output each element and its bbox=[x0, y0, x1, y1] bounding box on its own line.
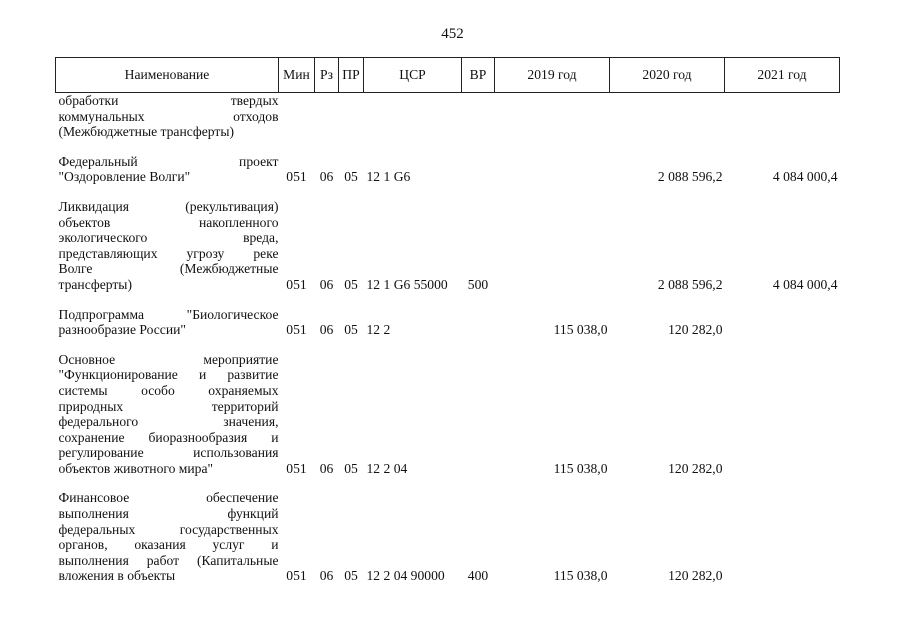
cell-rz: 06 bbox=[319, 568, 334, 584]
name-line: федерального значения, bbox=[58, 414, 279, 430]
cell-2019: 115 038,0 bbox=[553, 460, 608, 476]
name-line: представляющих угрозу реке bbox=[58, 245, 279, 261]
cell-csr bbox=[364, 93, 462, 140]
row-spacer-cell bbox=[56, 140, 840, 154]
name-line: федеральных государственных bbox=[58, 521, 279, 537]
header-2020: 2020 год bbox=[610, 58, 725, 93]
cell-min bbox=[279, 93, 315, 140]
cell-pr: 05 bbox=[344, 322, 358, 338]
header-vr: ВР bbox=[462, 58, 495, 93]
name-line: сохранение биоразнообразия и bbox=[58, 429, 279, 445]
table-row bbox=[56, 307, 840, 338]
table-header-row bbox=[56, 58, 840, 93]
table-row bbox=[56, 490, 840, 584]
cell-csr: 12 2 bbox=[366, 322, 391, 338]
header-2021: 2021 год bbox=[725, 58, 840, 93]
name-line: экологического вреда, bbox=[58, 230, 279, 246]
cell-rz: 06 bbox=[319, 322, 334, 338]
cell-min: 051 bbox=[286, 322, 307, 338]
row-spacer-cell bbox=[56, 338, 840, 352]
cell-2021: 4 084 000,4 bbox=[772, 276, 838, 292]
table-row bbox=[56, 154, 840, 185]
cell-pr bbox=[339, 93, 364, 140]
row-spacer bbox=[56, 476, 840, 490]
cell-2019 bbox=[495, 154, 610, 185]
header-csr: ЦСР bbox=[364, 58, 462, 93]
cell-rz: 06 bbox=[319, 169, 334, 185]
cell-min: 051 bbox=[286, 568, 307, 584]
cell-2020: 120 282,0 bbox=[668, 568, 723, 584]
cell-name bbox=[56, 307, 279, 338]
name-line: Ликвидация (рекультивация) bbox=[58, 198, 279, 214]
name-line: разнообразие России" bbox=[58, 322, 186, 338]
name-line: органов, оказания услуг и bbox=[58, 537, 279, 553]
row-spacer-cell bbox=[56, 293, 840, 307]
cell-vr bbox=[462, 307, 495, 338]
cell-csr: 12 2 04 bbox=[366, 460, 408, 476]
table-row bbox=[56, 93, 840, 140]
cell-rz: 06 bbox=[319, 276, 334, 292]
name-line: Волге (Межбюджетные bbox=[58, 261, 279, 277]
name-line: трансферты) bbox=[58, 276, 132, 292]
cell-vr bbox=[462, 154, 495, 185]
table-row bbox=[56, 352, 840, 477]
cell-2020: 120 282,0 bbox=[668, 460, 723, 476]
cell-2020: 120 282,0 bbox=[668, 322, 723, 338]
cell-pr: 05 bbox=[344, 276, 358, 292]
name-line: Основное мероприятие bbox=[58, 351, 279, 367]
header-min: Мин bbox=[279, 58, 315, 93]
cell-name bbox=[56, 154, 279, 185]
cell-name bbox=[56, 352, 279, 477]
header-name: Наименование bbox=[56, 58, 279, 93]
name-line: Федеральный проект bbox=[58, 153, 279, 169]
cell-vr bbox=[462, 352, 495, 477]
name-line: регулирование использования bbox=[58, 445, 279, 461]
cell-pr: 05 bbox=[344, 169, 358, 185]
cell-2021: 4 084 000,4 bbox=[772, 169, 838, 185]
cell-rz: 06 bbox=[319, 460, 334, 476]
budget-table bbox=[55, 57, 840, 584]
cell-2019 bbox=[495, 93, 610, 140]
row-spacer bbox=[56, 140, 840, 154]
cell-2019: 115 038,0 bbox=[553, 322, 608, 338]
page-number: 452 bbox=[441, 26, 464, 42]
cell-csr: 12 2 04 90000 bbox=[366, 568, 445, 584]
cell-min: 051 bbox=[286, 169, 307, 185]
cell-vr: 500 bbox=[467, 276, 489, 292]
row-spacer-cell bbox=[56, 476, 840, 490]
name-line: коммунальных отходов bbox=[58, 108, 279, 124]
name-line: природных территорий bbox=[58, 398, 279, 414]
name-line: Подпрограмма "Биологическое bbox=[58, 306, 279, 322]
table-body bbox=[56, 93, 840, 585]
cell-2019 bbox=[495, 199, 610, 293]
name-line: объектов накопленного bbox=[58, 214, 279, 230]
name-line: выполнения работ (Капитальные bbox=[58, 552, 279, 568]
name-line: системы особо охраняемых bbox=[58, 382, 279, 398]
cell-min: 051 bbox=[286, 460, 307, 476]
cell-name bbox=[56, 93, 279, 140]
row-spacer bbox=[56, 338, 840, 352]
cell-vr bbox=[462, 93, 495, 140]
cell-csr: 12 1 G6 bbox=[366, 169, 411, 185]
row-spacer-cell bbox=[56, 185, 840, 199]
cell-2021 bbox=[725, 490, 840, 584]
row-spacer bbox=[56, 293, 840, 307]
name-line: вложения в объекты bbox=[58, 568, 176, 584]
cell-vr: 400 bbox=[467, 568, 489, 584]
cell-2020 bbox=[610, 93, 725, 140]
cell-csr: 12 1 G6 55000 bbox=[366, 276, 448, 292]
row-spacer bbox=[56, 185, 840, 199]
cell-2020: 2 088 596,2 bbox=[657, 169, 723, 185]
header-rz: Рз bbox=[315, 58, 339, 93]
cell-name bbox=[56, 490, 279, 584]
header-2019: 2019 год bbox=[495, 58, 610, 93]
cell-pr: 05 bbox=[344, 460, 358, 476]
cell-rz bbox=[315, 93, 339, 140]
name-line: (Межбюджетные трансферты) bbox=[58, 124, 234, 140]
name-line: "Оздоровление Волги" bbox=[58, 169, 191, 185]
name-line: выполнения функций bbox=[58, 506, 279, 522]
cell-2019: 115 038,0 bbox=[553, 568, 608, 584]
name-line: "Функционирование и развитие bbox=[58, 367, 279, 383]
name-line: обработки твердых bbox=[58, 93, 279, 108]
name-line: объектов животного мира" bbox=[58, 460, 214, 476]
header-pr: ПР bbox=[339, 58, 364, 93]
table-row bbox=[56, 199, 840, 293]
cell-2021 bbox=[725, 307, 840, 338]
cell-pr: 05 bbox=[344, 568, 358, 584]
cell-name bbox=[56, 199, 279, 293]
cell-min: 051 bbox=[286, 276, 307, 292]
cell-2020: 2 088 596,2 bbox=[657, 276, 723, 292]
cell-2021 bbox=[725, 352, 840, 477]
name-line: Финансовое обеспечение bbox=[58, 490, 279, 506]
cell-2021 bbox=[725, 93, 840, 140]
